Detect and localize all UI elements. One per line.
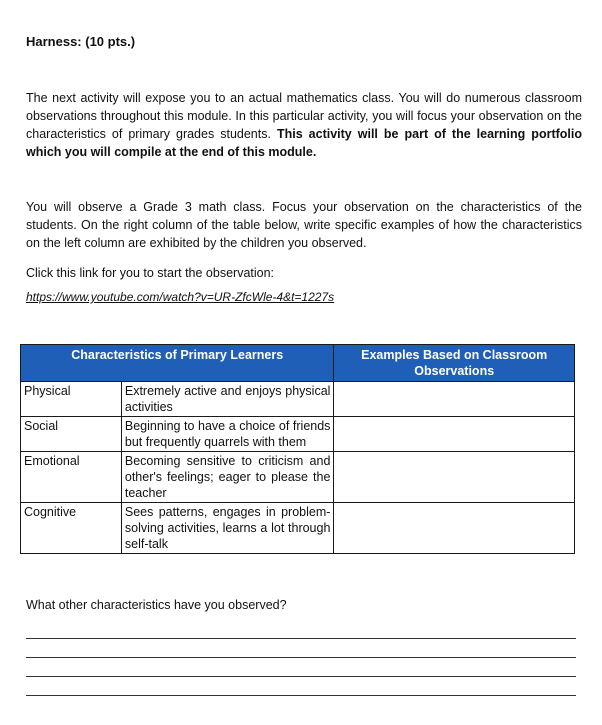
- domain-cell: Physical: [21, 382, 122, 417]
- domain-cell: Cognitive: [21, 503, 122, 554]
- domain-cell: Social: [21, 417, 122, 452]
- observation-video-link[interactable]: https://www.youtube.com/watch?v=UR-ZfcWle-4&t=1227s: [26, 290, 335, 304]
- link-prompt: Click this link for you to start the observation:: [26, 266, 275, 280]
- description-cell: Sees patterns, engages in problem-solving activities, learns a lot through self-talk: [121, 503, 334, 554]
- description-cell: Extremely active and enjoys physical activities: [121, 382, 334, 417]
- intro-text: The next activity will expose you to an actual mathematics class. You will do numerous classroom observations throughout this module. In this particular activity, you will focus your observation on the characteristics of primary grades students.: [26, 91, 582, 141]
- instructions-paragraph: You will observe a Grade 3 math class. Focus your observation on the characteristics of the students. On the right column of the table below, write specific examples of how the characteristics on the left column are exhibited by the children you observed.: [26, 200, 582, 250]
- answer-line[interactable]: [26, 695, 576, 696]
- table-row: [21, 382, 575, 417]
- description-cell: Beginning to have a choice of friends but frequently quarrels with them: [121, 417, 334, 452]
- header-characteristics: Characteristics of Primary Learners: [21, 345, 334, 382]
- example-input-cell[interactable]: [334, 503, 575, 554]
- answer-line[interactable]: [26, 657, 576, 658]
- table-row: [21, 417, 575, 452]
- answer-line[interactable]: [26, 676, 576, 677]
- example-input-cell[interactable]: [334, 382, 575, 417]
- domain-cell: Emotional: [21, 452, 122, 503]
- table-row: [21, 503, 575, 554]
- intro-paragraph: [26, 89, 582, 161]
- followup-question: What other characteristics have you observed?: [26, 598, 287, 612]
- header-examples: Examples Based on Classroom Observations: [334, 345, 575, 382]
- page-title: Harness: (10 pts.): [26, 34, 136, 49]
- table-header-row: [21, 345, 575, 382]
- table-row: [21, 452, 575, 503]
- description-cell: Becoming sensitive to criticism and other's feelings; eager to please the teacher: [121, 452, 334, 503]
- example-input-cell[interactable]: [334, 452, 575, 503]
- example-input-cell[interactable]: [334, 417, 575, 452]
- answer-line[interactable]: [26, 638, 576, 639]
- observation-table: [20, 344, 575, 554]
- intro-bold-text: This activity will be part of the learning portfolio which you will compile at the end of this module.: [26, 127, 582, 159]
